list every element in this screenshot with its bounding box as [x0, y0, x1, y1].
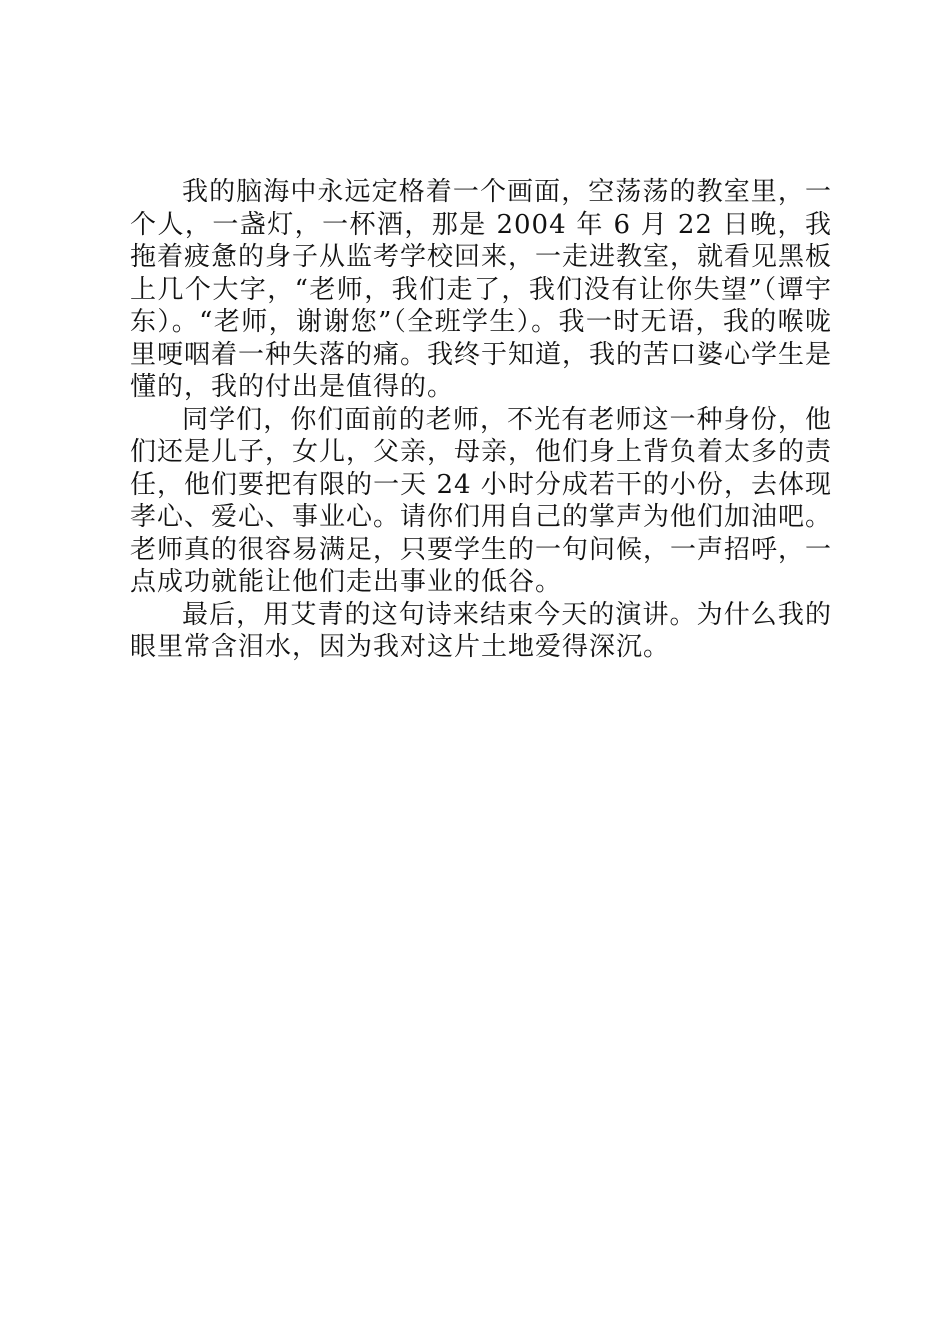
paragraph-teachers: 同学们，你们面前的老师，不光有老师这一种身份，他们还是儿子，女儿，父亲，母亲，他们身上背负着太多的责任，他们要把有限的一天 24 小时分成若干的小份，去体现孝心、爱心、事业心。请你们用自己的掌声为他们加油吧。老师真的很容易满足，只要学生的一句问候，一声招呼，一点成功就能让他们走出事业的低谷。: [130, 404, 833, 597]
document-body: [130, 176, 832, 664]
paragraph-memory: 我的脑海中永远定格着一个画面，空荡荡的教室里，一个人，一盏灯，一杯酒，那是 2004 年 6 月 22 日晚，我拖着疲惫的身子从监考学校回来，一走进教室，就看见黑板上几个大字，“老师，我们走了，我们没有让你失望”（谭宇东）。“老师，谢谢您”（全班学生）。我一时无语，我的喉咙里哽咽着一种失落的痛。我终于知道，我的苦口婆心学生是懂的，我的付出是值得的。: [130, 177, 833, 402]
paragraph-closing: 最后，用艾青的这句诗来结束今天的演讲。为什么我的眼里常含泪水，因为我对这片土地爱得深沉。: [130, 599, 832, 662]
